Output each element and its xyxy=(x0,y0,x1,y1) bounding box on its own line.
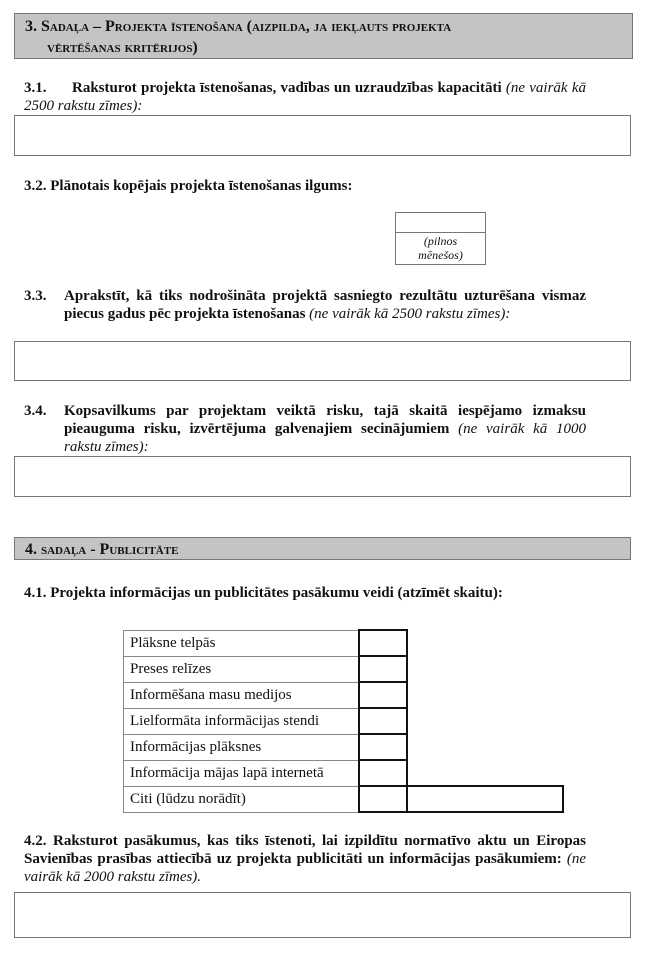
unit-line2: mēnešos) xyxy=(418,248,463,262)
question-number: 4.2. xyxy=(24,833,47,849)
question-number: 4.1. xyxy=(24,585,47,601)
option-label: Plāksne telpās xyxy=(124,630,360,656)
count-input[interactable] xyxy=(359,682,407,708)
question-4-2 xyxy=(24,832,586,886)
count-input[interactable] xyxy=(359,630,407,656)
publicity-types-table xyxy=(123,629,564,813)
table-row xyxy=(124,682,564,708)
section-4-header xyxy=(14,537,631,560)
other-specify-input[interactable] xyxy=(407,786,563,812)
duration-unit-label xyxy=(396,233,485,262)
question-3-4 xyxy=(24,402,586,456)
count-input[interactable] xyxy=(359,656,407,682)
option-label: Informācija mājas lapā internetā xyxy=(124,760,360,786)
section-4-title: 4. sadaļa - Publicitāte xyxy=(25,541,179,558)
answer-field-3-4[interactable] xyxy=(14,456,631,497)
option-label: Citi (lūdzu norādīt) xyxy=(124,786,360,812)
question-3-3 xyxy=(24,287,586,323)
count-input[interactable] xyxy=(359,734,407,760)
table-row xyxy=(124,760,564,786)
unit-line1: (pilnos xyxy=(423,234,458,248)
question-text: Aprakstīt, kā tiks nodrošināta projektā sasniegto rezultātu uzturēšana vismaz piecus gadus pēc projekta īstenošanas xyxy=(64,288,586,322)
option-label: Informēšana masu medijos xyxy=(124,682,360,708)
question-number: 3.2. xyxy=(24,178,47,194)
section-3-title-line1: 3. Sadaļa – Projekta īstenošana (aizpilda, ja iekļauts projekta xyxy=(25,18,452,35)
table-row xyxy=(124,656,564,682)
question-number: 3.1. xyxy=(24,80,47,96)
question-text: Raksturot projekta īstenošanas, vadības un uzraudzības kapacitāti xyxy=(72,80,502,96)
duration-box xyxy=(395,212,486,265)
question-text: Raksturot pasākumus, kas tiks īstenoti, lai izpildītu normatīvo aktu un Eiropas Savienības prasības attiecībā uz projekta publicitāti un informācijas pasākumiem: xyxy=(24,833,587,867)
duration-months-input[interactable] xyxy=(396,213,485,233)
question-text: Kopsavilkums par projektam veiktā risku, tajā skaitā iespējamo izmaksu pieauguma risku, izvērtējuma galvenajiem secinājumiem xyxy=(64,403,586,437)
question-3-2 xyxy=(24,177,584,195)
option-label: Informācijas plāksnes xyxy=(124,734,360,760)
question-number: 3.4. xyxy=(24,403,47,419)
table-row xyxy=(124,786,564,812)
question-number: 3.3. xyxy=(24,288,47,304)
answer-field-3-3[interactable] xyxy=(14,341,631,381)
char-limit-note: (ne vairāk kā 1000 rakstu zīmes): xyxy=(64,421,586,455)
char-limit-note: (ne vairāk kā 2500 rakstu zīmes): xyxy=(309,306,511,322)
section-3-header xyxy=(14,13,633,59)
char-limit-note: (ne vairāk kā 2000 rakstu zīmes). xyxy=(24,851,587,885)
count-input[interactable] xyxy=(359,786,407,812)
table-row xyxy=(124,734,564,760)
table-row xyxy=(124,708,564,734)
question-3-1 xyxy=(24,79,586,115)
section-3-title-line2: vērtēšanas kritērijos) xyxy=(47,39,198,56)
question-text: Plānotais kopējais projekta īstenošanas ilgums: xyxy=(50,178,353,194)
count-input[interactable] xyxy=(359,760,407,786)
table-row xyxy=(124,630,564,656)
option-label: Preses relīzes xyxy=(124,656,360,682)
answer-field-4-2[interactable] xyxy=(14,892,631,938)
question-text: Projekta informācijas un publicitātes pasākumu veidi (atzīmēt skaitu): xyxy=(50,585,503,601)
count-input[interactable] xyxy=(359,708,407,734)
answer-field-3-1[interactable] xyxy=(14,115,631,156)
question-4-1 xyxy=(24,584,604,602)
char-limit-note: (ne vairāk kā 2500 rakstu zīmes): xyxy=(24,80,586,114)
option-label: Lielformāta informācijas stendi xyxy=(124,708,360,734)
